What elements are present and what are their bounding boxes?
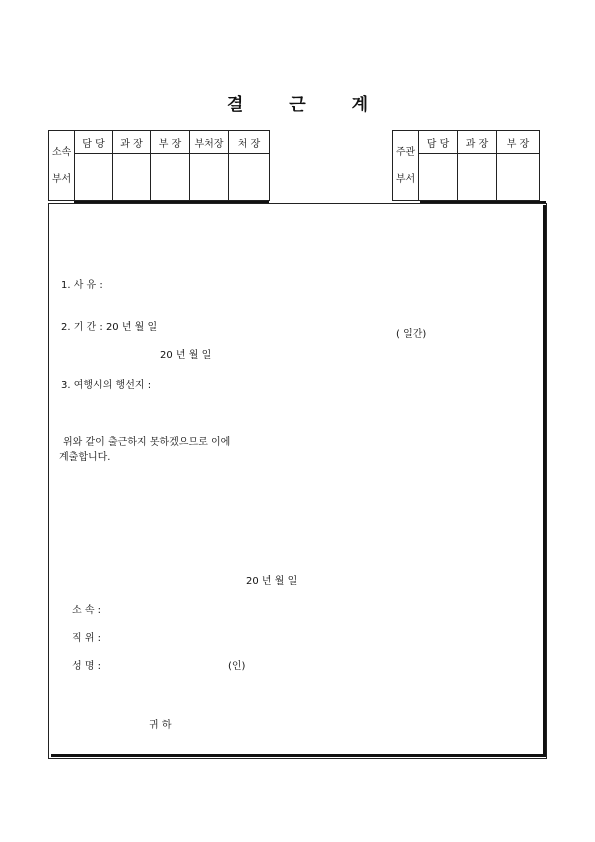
document-title	[0, 90, 595, 115]
statement-line-2: 계출합니다.	[59, 452, 111, 463]
header-cell: 부 장	[497, 131, 540, 154]
statement-line-1: 위와 같이 출근하지 못하겠으므로 이에	[63, 437, 231, 448]
submission-date: 20 년 월 일	[246, 576, 298, 587]
name-label: 성 명 :	[72, 661, 102, 672]
header-cell: 과 장	[113, 131, 151, 154]
signature-cell[interactable]	[458, 154, 497, 201]
managing-dept-label	[393, 131, 419, 201]
position-label: 직 위 :	[72, 633, 102, 644]
form-frame-shadow	[51, 205, 546, 757]
managing-dept-approval-table	[392, 130, 540, 201]
header-cell: 처 장	[229, 131, 270, 154]
title-char: 결	[226, 95, 244, 115]
signature-cell[interactable]	[113, 154, 151, 201]
signature-cell[interactable]	[190, 154, 229, 201]
header-cell: 부 장	[151, 131, 190, 154]
signature-cell[interactable]	[229, 154, 270, 201]
label-bottom: 부서	[395, 173, 416, 185]
title-char: 계	[351, 95, 369, 115]
label-top: 주관	[395, 146, 416, 158]
travel-destination-label: 3. 여행시의 행선지 :	[61, 380, 152, 391]
header-cell: 과 장	[458, 131, 497, 154]
label-bottom: 부서	[51, 173, 72, 185]
signature-cell[interactable]	[151, 154, 190, 201]
signature-cell[interactable]	[75, 154, 113, 201]
title-char: 근	[289, 95, 306, 115]
header-cell: 부처장	[190, 131, 229, 154]
header-cell: 담 당	[419, 131, 458, 154]
affiliated-dept-label	[49, 131, 75, 201]
label-top: 소속	[51, 146, 72, 158]
signature-cell[interactable]	[497, 154, 540, 201]
reason-label: 1. 사 유 :	[61, 280, 103, 291]
period-days: ( 일간)	[396, 329, 427, 340]
signature-cell[interactable]	[419, 154, 458, 201]
affiliation-label: 소 속 :	[72, 605, 102, 616]
period-end-date: 20 년 월 일	[160, 350, 212, 361]
period-label: 2. 기 간 : 20 년 월 일	[61, 322, 158, 333]
seal-mark: (인)	[228, 661, 246, 672]
recipient-label: 귀 하	[149, 720, 172, 731]
affiliated-dept-approval-table	[48, 130, 270, 201]
header-cell: 담 당	[75, 131, 113, 154]
